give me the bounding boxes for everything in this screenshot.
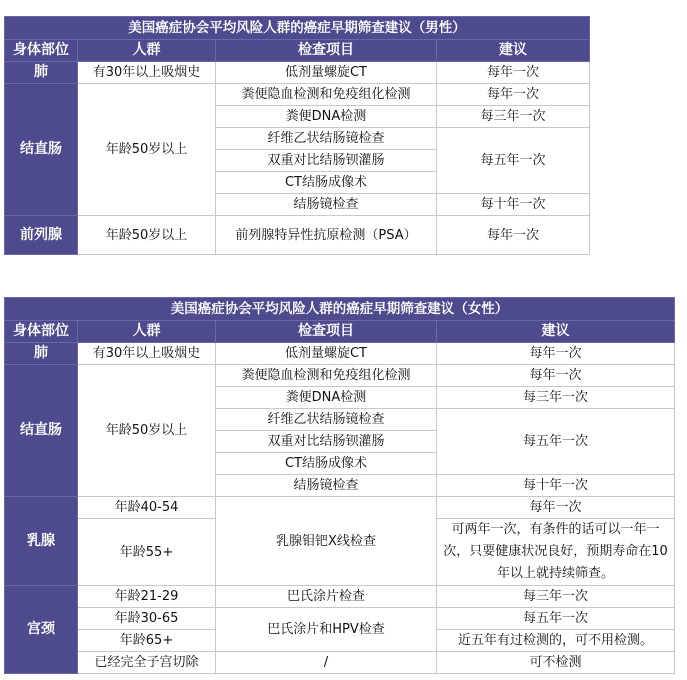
table-row (5, 652, 675, 674)
body-part-breast: 乳腺 (5, 497, 78, 586)
test-cell: 巴氏涂片检查 (216, 586, 437, 608)
test-cell: 低剂量螺旋CT (216, 62, 437, 84)
advice-cell: 每年一次 (437, 216, 590, 255)
col-header-body-part: 身体部位 (5, 40, 78, 62)
table-row (5, 343, 675, 365)
table-row (5, 62, 590, 84)
women-screening-table (4, 297, 675, 674)
table-row (5, 608, 675, 630)
body-part-lung: 肺 (5, 62, 78, 84)
advice-cell: 近五年有过检测的，可不用检测。 (437, 630, 675, 652)
test-cell: 粪便隐血检测和免疫组化检测 (216, 84, 437, 106)
body-part-prostate: 前列腺 (5, 216, 78, 255)
group-cell: 年龄50岁以上 (78, 216, 216, 255)
table-title: 美国癌症协会平均风险人群的癌症早期筛查建议（女性） (5, 298, 675, 321)
test-cell: / (216, 652, 437, 674)
group-cell: 年龄50岁以上 (78, 84, 216, 216)
col-header-advice: 建议 (437, 40, 590, 62)
group-cell: 有30年以上吸烟史 (78, 62, 216, 84)
table-row (5, 586, 675, 608)
group-cell: 年龄21-29 (78, 586, 216, 608)
test-cell: 粪便DNA检测 (216, 106, 437, 128)
advice-cell: 每年一次 (437, 84, 590, 106)
advice-cell: 可不检测 (437, 652, 675, 674)
group-cell: 已经完全子宫切除 (78, 652, 216, 674)
advice-cell: 每十年一次 (437, 475, 675, 497)
test-cell: 纤维乙状结肠镜检查 (216, 128, 437, 150)
advice-cell: 每三年一次 (437, 586, 675, 608)
advice-cell: 每三年一次 (437, 387, 675, 409)
test-cell: 结肠镜检查 (216, 475, 437, 497)
advice-cell: 每五年一次 (437, 128, 590, 194)
col-header-group: 人群 (78, 321, 216, 343)
body-part-colorectal: 结直肠 (5, 84, 78, 216)
group-cell: 年龄30-65 (78, 608, 216, 630)
advice-cell: 每五年一次 (437, 409, 675, 475)
col-header-test: 检查项目 (216, 40, 437, 62)
body-part-cervix: 宫颈 (5, 586, 78, 674)
advice-cell: 每年一次 (437, 365, 675, 387)
group-cell: 年龄50岁以上 (78, 365, 216, 497)
body-part-lung: 肺 (5, 343, 78, 365)
test-cell: 乳腺钼钯X线检查 (216, 497, 437, 586)
test-cell: 粪便DNA检测 (216, 387, 437, 409)
col-header-body-part: 身体部位 (5, 321, 78, 343)
test-cell: 巴氏涂片和HPV检查 (216, 608, 437, 652)
advice-cell: 每年一次 (437, 62, 590, 84)
test-cell: 前列腺特异性抗原检测（PSA） (216, 216, 437, 255)
advice-cell: 可两年一次，有条件的话可以一年一次，只要健康状况良好，预期寿命在10年以上就持续筛查。 (437, 519, 675, 586)
test-cell: 低剂量螺旋CT (216, 343, 437, 365)
advice-cell: 每年一次 (437, 343, 675, 365)
test-cell: 双重对比结肠钡灌肠 (216, 150, 437, 172)
group-cell: 年龄40-54 (78, 497, 216, 519)
group-cell: 年龄55+ (78, 519, 216, 586)
col-header-test: 检查项目 (216, 321, 437, 343)
group-cell: 有30年以上吸烟史 (78, 343, 216, 365)
col-header-advice: 建议 (437, 321, 675, 343)
table-row (5, 84, 590, 106)
advice-cell: 每十年一次 (437, 194, 590, 216)
group-cell: 年龄65+ (78, 630, 216, 652)
men-screening-table (4, 16, 590, 255)
test-cell: 结肠镜检查 (216, 194, 437, 216)
advice-cell: 每年一次 (437, 497, 675, 519)
col-header-group: 人群 (78, 40, 216, 62)
test-cell: 粪便隐血检测和免疫组化检测 (216, 365, 437, 387)
advice-cell: 每五年一次 (437, 608, 675, 630)
body-part-colorectal: 结直肠 (5, 365, 78, 497)
table-row (5, 365, 675, 387)
table-row (5, 216, 590, 255)
test-cell: 纤维乙状结肠镜检查 (216, 409, 437, 431)
test-cell: CT结肠成像术 (216, 453, 437, 475)
test-cell: 双重对比结肠钡灌肠 (216, 431, 437, 453)
table-title: 美国癌症协会平均风险人群的癌症早期筛查建议（男性） (5, 17, 590, 40)
table-row (5, 497, 675, 519)
test-cell: CT结肠成像术 (216, 172, 437, 194)
advice-cell: 每三年一次 (437, 106, 590, 128)
